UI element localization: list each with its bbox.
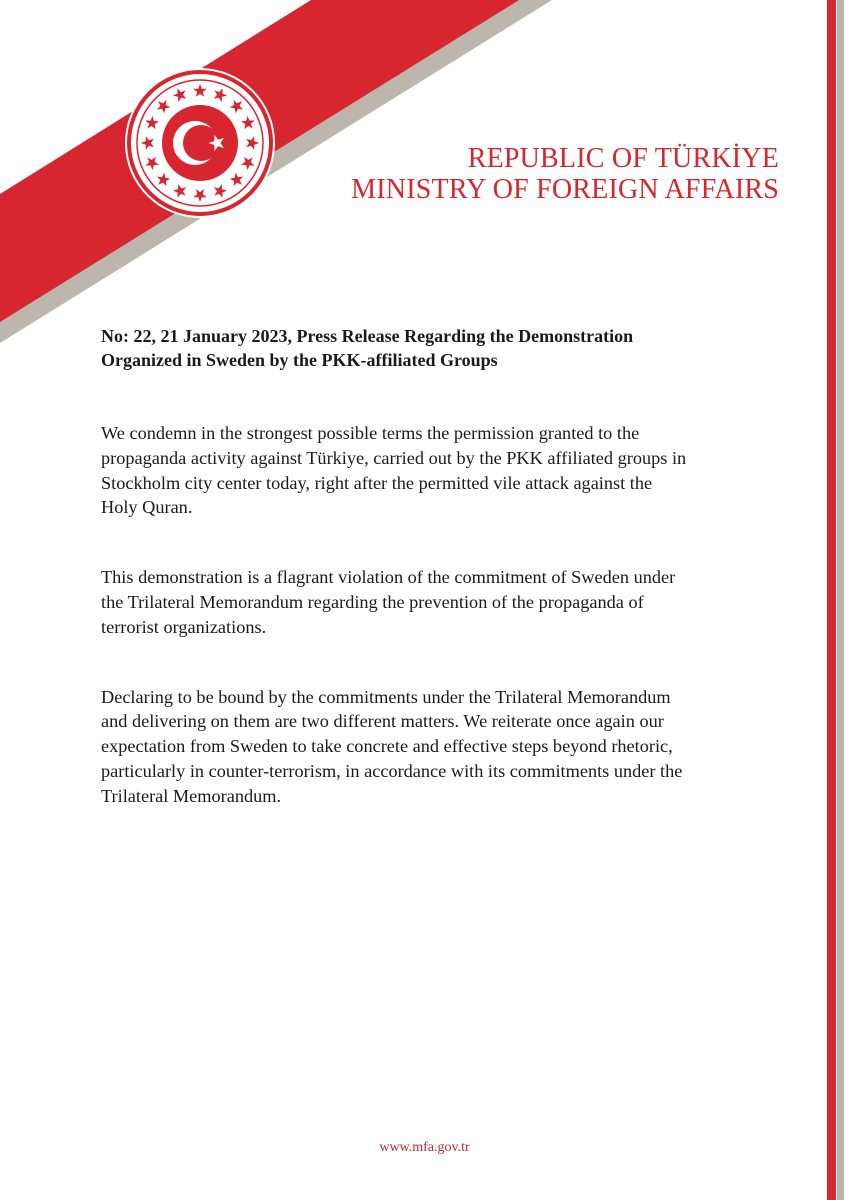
- right-red-stripe: [827, 0, 836, 1200]
- paragraph-line: Holy Quran.: [101, 497, 193, 518]
- paragraph-line: Stockholm city center today, right after the permitted vile attack against the: [101, 472, 653, 493]
- paragraph-line: We condemn in the strongest possible terms the permission granted to the: [101, 423, 640, 443]
- paragraph-line: Declaring to be bound by the commitments under the Trilateral Memorandum: [101, 686, 671, 707]
- org-name-line-2: MINISTRY OF FOREIGN AFFAIRS: [351, 174, 779, 205]
- title-line-1: No: 22, 21 January 2023, Press Release Regarding the Demonstration: [101, 326, 634, 346]
- paragraph-line: This demonstration is a flagrant violation of the commitment of Sweden under: [101, 567, 676, 588]
- press-release-title: [101, 324, 741, 372]
- paragraph-line: expectation from Sweden to take concrete and effective steps beyond rhetoric,: [101, 736, 673, 757]
- paragraph-line: the Trilateral Memorandum regarding the prevention of the propaganda of: [101, 591, 644, 612]
- paragraph-line: propaganda activity against Türkiye, carried out by the PKK affiliated groups in: [101, 447, 687, 468]
- ministry-header: [351, 143, 779, 205]
- ministry-emblem-crescent-star-icon: [125, 68, 275, 218]
- press-release-body: [101, 421, 761, 854]
- body-paragraph-2: [101, 565, 761, 639]
- paragraph-line: and delivering on them are two different matters. We reiterate once again our: [101, 711, 664, 732]
- paragraph-line: Trilateral Memorandum.: [101, 785, 282, 806]
- body-paragraph-3: [101, 685, 761, 809]
- title-line-2: Organized in Sweden by the PKK-affiliated Groups: [101, 350, 498, 370]
- org-name-line-1: REPUBLIC OF TÜRKİYE: [467, 143, 779, 174]
- right-gray-stripe: [837, 0, 844, 1200]
- website-url[interactable]: www.mfa.gov.tr: [379, 1140, 470, 1155]
- paragraph-line: particularly in counter-terrorism, in accordance with its commitments under the: [101, 760, 683, 781]
- body-paragraph-1: [101, 421, 761, 520]
- paragraph-line: terrorist organizations.: [101, 616, 267, 637]
